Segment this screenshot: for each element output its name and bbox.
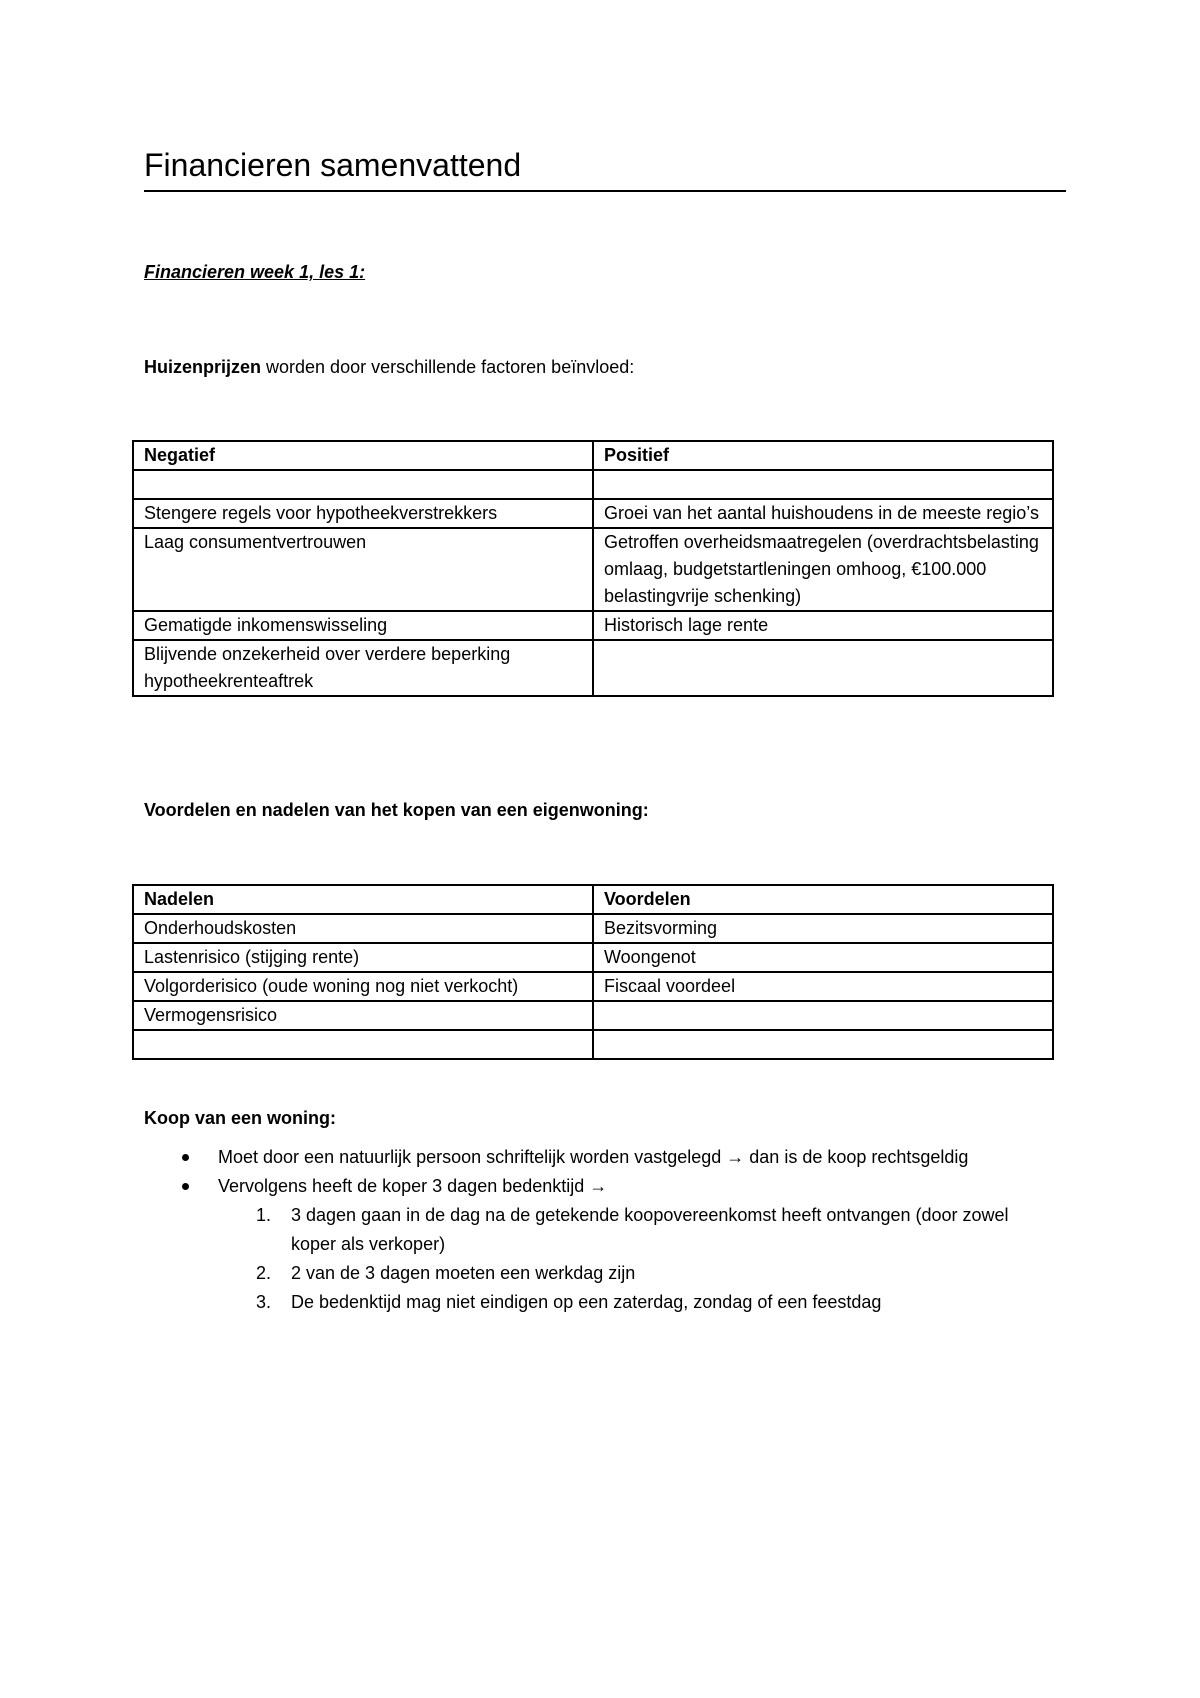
bullet-list <box>144 1143 1044 1317</box>
factors-table <box>132 440 1054 697</box>
table-cell: Bezitsvorming <box>593 914 1053 943</box>
table-cell: Lastenrisico (stijging rente) <box>133 943 593 972</box>
table-cell: Historisch lage rente <box>593 611 1053 640</box>
table-cell <box>593 640 1053 696</box>
table-cell: Vermogensrisico <box>133 1001 593 1030</box>
bullet-icon <box>182 1154 189 1161</box>
table-cell <box>593 470 1053 499</box>
numbered-list <box>218 1201 1044 1317</box>
table-cell <box>593 1001 1053 1030</box>
numbered-item-text: 3 dagen gaan in de dag na de getekende koopovereenkomst heeft ontvangen (door zowel koper als verkoper) <box>291 1205 1009 1254</box>
table-row <box>133 499 1053 528</box>
table-cell: Blijvende onzekerheid over verdere beperking hypotheekrenteaftrek <box>133 640 593 696</box>
section2-heading <box>144 798 649 822</box>
table-row <box>133 611 1053 640</box>
table-row <box>133 640 1053 696</box>
table-header-cell: Negatief <box>133 441 593 470</box>
table-header-cell: Nadelen <box>133 885 593 914</box>
table-cell: Stengere regels voor hypotheekverstrekkers <box>133 499 593 528</box>
list-item-text: Vervolgens heeft de koper 3 dagen bedenktijd → <box>218 1176 608 1196</box>
item-number: 3. <box>256 1292 272 1312</box>
table-header-row <box>133 441 1053 470</box>
table-row <box>133 972 1053 1001</box>
intro-bold: Huizenprijzen <box>144 357 262 377</box>
table-cell: Getroffen overheidsmaatregelen (overdrachtsbelasting omlaag, budgetstartleningen omhoog, €100.000 belastingvrije schenking) <box>593 528 1053 611</box>
table-cell: Laag consumentvertrouwen <box>133 528 593 611</box>
bullet-icon <box>182 1183 189 1190</box>
numbered-item-text: 2 van de 3 dagen moeten een werkdag zijn <box>291 1263 636 1283</box>
section-subtitle: Financieren week 1, les 1: <box>144 262 366 282</box>
intro-rest: worden door verschillende factoren beïnvloed: <box>261 357 635 377</box>
item-number: 1. <box>256 1205 272 1225</box>
table-cell: Onderhoudskosten <box>133 914 593 943</box>
list-item <box>144 1172 1044 1317</box>
table-cell <box>133 470 593 499</box>
table-cell: Fiscaal voordeel <box>593 972 1053 1001</box>
list-item <box>144 1143 1044 1172</box>
numbered-item <box>218 1259 1044 1288</box>
table-cell <box>133 1030 593 1059</box>
table-row <box>133 528 1053 611</box>
pros-cons-table <box>132 884 1054 1060</box>
intro-paragraph <box>144 355 634 379</box>
table-cell: Woongenot <box>593 943 1053 972</box>
numbered-item <box>218 1288 1044 1317</box>
numbered-item-text: De bedenktijd mag niet eindigen op een zaterdag, zondag of een feestdag <box>291 1292 882 1312</box>
section3-heading <box>144 1106 336 1130</box>
table-cell: Gematigde inkomenswisseling <box>133 611 593 640</box>
table-row <box>133 1001 1053 1030</box>
table-header-row <box>133 885 1053 914</box>
page-title: Financieren samenvattend <box>144 145 1066 192</box>
table-header-cell: Positief <box>593 441 1053 470</box>
numbered-item <box>218 1201 1044 1259</box>
section2-heading-text: Voordelen en nadelen van het kopen van een eigenwoning: <box>144 800 649 820</box>
item-number: 2. <box>256 1263 272 1283</box>
table-row <box>133 943 1053 972</box>
table-cell: Groei van het aantal huishoudens in de meeste regio’s <box>593 499 1053 528</box>
list-item-text: Moet door een natuurlijk persoon schriftelijk worden vastgelegd → dan is de koop rechtsgeldig <box>218 1147 969 1167</box>
section3-heading-text: Koop van een woning: <box>144 1108 336 1128</box>
table-cell: Volgorderisico (oude woning nog niet verkocht) <box>133 972 593 1001</box>
table-row <box>133 1030 1053 1059</box>
table-row <box>133 470 1053 499</box>
table-header-cell: Voordelen <box>593 885 1053 914</box>
table-cell <box>593 1030 1053 1059</box>
table-row <box>133 914 1053 943</box>
